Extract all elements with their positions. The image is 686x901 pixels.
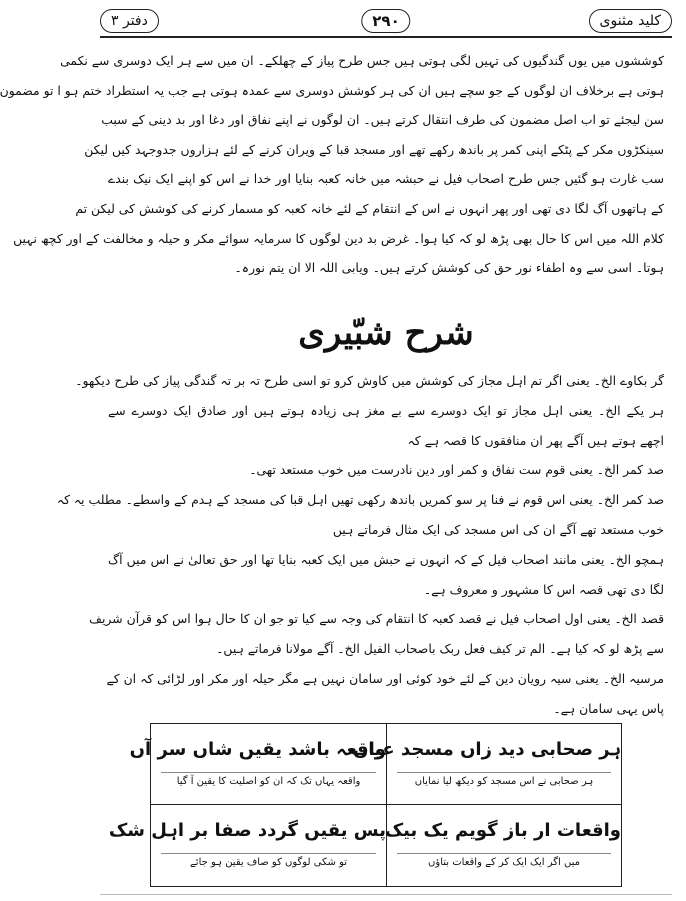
commentary-line: پاس یہی سامان ہے۔ xyxy=(553,700,664,716)
main-text xyxy=(0,46,664,283)
text-line: سن لیجئے تو اب اصل مضمون کی طرف انتقال کرتے ہیں۔ ان لوگوں نے اپنے نفاق اور دغا اور بد دینی کے سبب xyxy=(101,112,664,128)
verse-text: پس یقیں گردد صفا بر اہل شک xyxy=(108,820,386,841)
section-heading-wrap xyxy=(86,305,686,361)
verse-cell xyxy=(108,805,386,886)
verse-cell xyxy=(129,724,386,805)
commentary-line: گر بکاوے الخ۔ یعنی اگر تم اہل مجاز کی کوشش میں کاوش کرو تو اسی طرح تہ بر تہ گندگی پیاز کی طرح دیکھو۔ xyxy=(75,373,664,388)
text-line: کلام اللہ میں اس کا حال بھی پڑھ لو کہ کیا ہوا۔ غرض بد دین لوگوں کا سرمایہ سوائے مکر و حیلہ و مخالفت کے اور کچھ نہیں xyxy=(13,230,664,246)
text-line: کے ہاتھوں آگ لگا دی تھی اور پھر انہوں نے اس کے انتقام کے لئے خانہ کعبہ کو مسمار کرنے کی کوشش کی لیکن تم xyxy=(75,200,664,216)
text-line: کوششوں میں یوں گندگیوں کی تہیں لگی ہوتی ہیں جس طرح پیاز کے چھلکے۔ ان میں سے ہر ایک دوسری سے نکمی xyxy=(60,53,664,68)
verse-gloss: ہر صحابی نے اس مسجد کو دیکھ لیا نمایاں xyxy=(397,772,611,791)
volume-label: دفتر ۳ xyxy=(100,9,159,33)
commentary-line: خوب مستعد تھے آگے ان کی اس مسجد کی ایک مثال فرماتے ہیں xyxy=(332,521,664,537)
page-bottom-rule xyxy=(100,894,672,895)
verse-cell xyxy=(386,805,621,886)
text-line: سینکڑوں مکر کے پٹکے اپنی کمر پر باندھ رکھے تھے اور مسجد قبا کے ویران کرنے کے لئے ہزاروں جدوجہد کیں لیکن xyxy=(84,141,664,157)
page-header xyxy=(100,6,672,38)
verse-text: واقعات ار باز گویم یک بیک xyxy=(384,820,621,841)
commentary-line: مرسیہ الخ۔ یعنی سیہ رویان دین کے لئے خود کوئی اور سامان نہیں ہے مگر حیلہ اور مکر اور لڑائی کہ ان کے xyxy=(106,670,664,686)
section-heading: شرح شبّیری xyxy=(298,313,474,353)
text-line: سب غارت ہو گئیں جس طرح اصحاب فیل نے حبشہ میں خانہ کعبہ بنایا اور خدا نے اس کو اپنے ایک نیک بندے xyxy=(108,171,664,187)
verse-table xyxy=(108,723,622,887)
verse-gloss: میں اگر ایک ایک کر کے واقعات بتاؤں xyxy=(397,853,611,872)
commentary-line: ہر یکے الخ۔ یعنی اہل مجاز تو ایک دوسرے سے بے مغز ہی زیادہ ہوتے ہیں اور صادق ایک دوسرے سے xyxy=(108,402,664,418)
commentary-line: قصد الخ۔ یعنی اول اصحاب فیل نے قصد کعبہ کا انتقام کی وجہ سے کیا تو جو ان کا حال ہوا اس کو قرآن شریف xyxy=(89,611,664,627)
verse-text: ہر صحابی دید زاں مسجد عیاں xyxy=(352,739,621,760)
text-line: ہوتی ہے برخلاف ان لوگوں کے جو سچے ہیں ان کی ہر کوشش دوسری سے عمدہ ہوتی ہے جب یہ استطراد ختم ہو ا تو مضمون xyxy=(0,82,664,98)
commentary-line: سے پڑھ لو کہ کیا ہے۔ الم تر کیف فعل ربک باصحاب الفیل الخ۔ آگے مولانا فرماتے ہیں۔ xyxy=(216,641,664,657)
text-line: ہوتا۔ اسی سے وہ اطفاء نور حق کی کوشش کرتے ہیں۔ ویابی اللہ الا ان یتم نورہ۔ xyxy=(234,260,664,276)
verse-gloss: واقعہ یہاں تک کہ ان کو اصلیت کا یقین آ گیا xyxy=(161,772,376,791)
commentary xyxy=(56,366,664,724)
verse-cell xyxy=(352,724,621,805)
verse-gloss: تو شکی لوگوں کو صاف یقین ہو جائے xyxy=(161,853,376,872)
commentary-line: ہمچو الخ۔ یعنی مانند اصحاب فیل کے کہ انہوں نے حبش میں ایک کعبہ بنایا تھا اور حق تعالیٰ نے اس میں آگ xyxy=(108,551,664,567)
commentary-line: صد کمر الخ۔ یعنی قوم ست نفاق و کمر اور دین نادرست میں خوب مستعد تھی۔ xyxy=(249,462,664,478)
commentary-line: لگا دی تھی قصہ اس کا مشہور و معروف ہے۔ xyxy=(423,581,664,597)
commentary-line: اچھے ہوتے ہیں آگے پھر ان منافقوں کا قصہ ہے کہ xyxy=(407,432,664,448)
book-title: کلید مثنوی xyxy=(589,9,672,33)
verse-text: واقعہ باشد یقیں شاں سر آں xyxy=(129,739,386,760)
commentary-line: صد کمر الخ۔ یعنی اس قوم نے فنا پر سو کمریں باندھ رکھی تھیں اہل قبا کی مسجد کے ہدم کے واسطے۔ مطلب یہ کہ xyxy=(56,492,664,508)
page-number: ۲۹۰ xyxy=(361,9,410,33)
